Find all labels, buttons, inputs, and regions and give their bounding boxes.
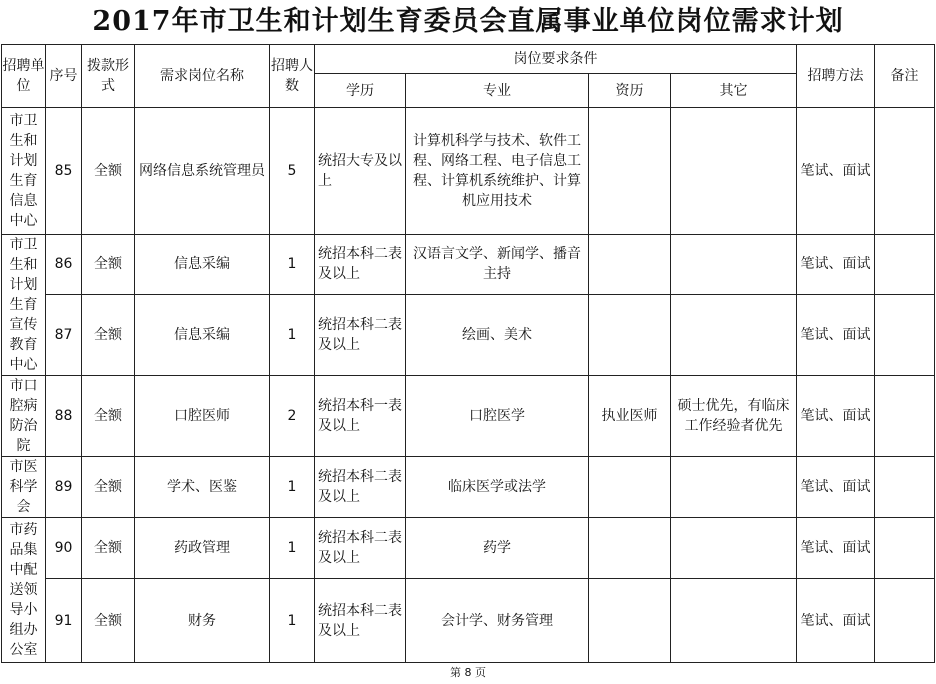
header-count: 招聘人数: [270, 45, 315, 108]
count-cell: 1: [270, 457, 315, 518]
major-cell: 会计学、财务管理: [406, 579, 589, 663]
table-row: [2, 376, 935, 457]
funding-cell: 全额: [82, 235, 135, 295]
remark-cell: [875, 579, 935, 663]
major-cell: 汉语言文学、新闻学、播音主持: [406, 235, 589, 295]
method-cell: 笔试、面试: [797, 457, 875, 518]
qualification-cell: [589, 518, 671, 579]
seq-cell: 90: [46, 518, 82, 579]
funding-cell: 全额: [82, 294, 135, 375]
education-cell: 统招本科一表及以上: [315, 376, 406, 457]
page-title: 2017年市卫生和计划生育委员会直属事业单位岗位需求计划: [92, 6, 844, 37]
method-cell: 笔试、面试: [797, 108, 875, 235]
table-row: [2, 457, 935, 518]
education-cell: 统招本科二表及以上: [315, 579, 406, 663]
qualification-cell: 执业医师: [589, 376, 671, 457]
unit-cell: 市卫生和计划生育信息中心: [2, 108, 46, 235]
position-cell: 信息采编: [135, 294, 270, 375]
major-cell: 临床医学或法学: [406, 457, 589, 518]
seq-cell: 88: [46, 376, 82, 457]
remark-cell: [875, 376, 935, 457]
header-other: 其它: [671, 74, 797, 108]
count-cell: 2: [270, 376, 315, 457]
page-number: 第 8 页: [450, 666, 486, 679]
position-cell: 学术、医鉴: [135, 457, 270, 518]
major-cell: 绘画、美术: [406, 294, 589, 375]
qualification-cell: [589, 294, 671, 375]
remark-cell: [875, 294, 935, 375]
qualification-cell: [589, 457, 671, 518]
recruitment-table: [1, 44, 935, 663]
other-cell: [671, 457, 797, 518]
major-cell: 计算机科学与技术、软件工程、网络工程、电子信息工程、计算机系统维护、计算机应用技术: [406, 108, 589, 235]
table-row: [2, 108, 935, 235]
major-cell: 口腔医学: [406, 376, 589, 457]
seq-cell: 86: [46, 235, 82, 295]
method-cell: 笔试、面试: [797, 579, 875, 663]
count-cell: 1: [270, 579, 315, 663]
count-cell: 5: [270, 108, 315, 235]
remark-cell: [875, 518, 935, 579]
header-education: 学历: [315, 74, 406, 108]
unit-cell: 市口腔病防治院: [2, 376, 46, 457]
table-row: [2, 235, 935, 295]
count-cell: 1: [270, 235, 315, 295]
qualification-cell: [589, 108, 671, 235]
header-unit: 招聘单位: [2, 45, 46, 108]
table-row: [2, 518, 935, 579]
position-cell: 网络信息系统管理员: [135, 108, 270, 235]
other-cell: [671, 518, 797, 579]
education-cell: 统招本科二表及以上: [315, 235, 406, 295]
unit-cell: 市药品集中配送领导小组办公室: [2, 518, 46, 663]
other-cell: [671, 294, 797, 375]
funding-cell: 全额: [82, 108, 135, 235]
qualification-cell: [589, 235, 671, 295]
funding-cell: 全额: [82, 376, 135, 457]
seq-cell: 87: [46, 294, 82, 375]
count-cell: 1: [270, 518, 315, 579]
header-position: 需求岗位名称: [135, 45, 270, 108]
position-cell: 信息采编: [135, 235, 270, 295]
other-cell: [671, 108, 797, 235]
method-cell: 笔试、面试: [797, 376, 875, 457]
method-cell: 笔试、面试: [797, 235, 875, 295]
major-cell: 药学: [406, 518, 589, 579]
header-qualification: 资历: [589, 74, 671, 108]
education-cell: 统招本科二表及以上: [315, 457, 406, 518]
header-seq: 序号: [46, 45, 82, 108]
method-cell: 笔试、面试: [797, 294, 875, 375]
seq-cell: 89: [46, 457, 82, 518]
header-funding: 拨款形式: [82, 45, 135, 108]
header-method: 招聘方法: [797, 45, 875, 108]
remark-cell: [875, 235, 935, 295]
funding-cell: 全额: [82, 518, 135, 579]
seq-cell: 85: [46, 108, 82, 235]
count-cell: 1: [270, 294, 315, 375]
unit-cell: 市医科学会: [2, 457, 46, 518]
header-major: 专业: [406, 74, 589, 108]
education-cell: 统招本科二表及以上: [315, 518, 406, 579]
other-cell: [671, 235, 797, 295]
position-cell: 药政管理: [135, 518, 270, 579]
table-row: [2, 294, 935, 375]
header-remark: 备注: [875, 45, 935, 108]
other-cell: 硕士优先，有临床工作经验者优先: [671, 376, 797, 457]
header-requirements: 岗位要求条件: [315, 45, 797, 74]
remark-cell: [875, 108, 935, 235]
method-cell: 笔试、面试: [797, 518, 875, 579]
remark-cell: [875, 457, 935, 518]
other-cell: [671, 579, 797, 663]
education-cell: 统招本科二表及以上: [315, 294, 406, 375]
funding-cell: 全额: [82, 579, 135, 663]
position-cell: 财务: [135, 579, 270, 663]
table-row: [2, 579, 935, 663]
seq-cell: 91: [46, 579, 82, 663]
funding-cell: 全额: [82, 457, 135, 518]
position-cell: 口腔医师: [135, 376, 270, 457]
qualification-cell: [589, 579, 671, 663]
education-cell: 统招大专及以上: [315, 108, 406, 235]
unit-cell: 市卫生和计划生育宣传教育中心: [2, 235, 46, 376]
